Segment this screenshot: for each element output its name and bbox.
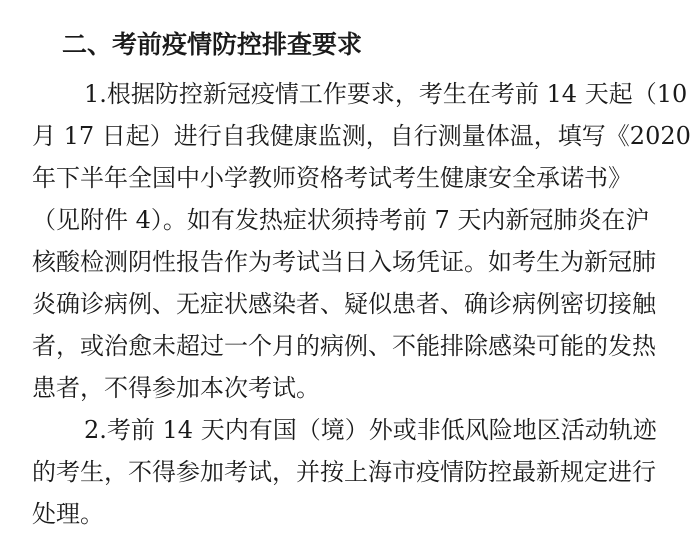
paragraph-1-line-1: 1.根据防控新冠疫情工作要求，考生在考前 14 天起（10	[84, 80, 688, 108]
paragraph-1-line-6: 炎确诊病例、无症状感染者、疑似患者、确诊病例密切接触	[32, 290, 656, 318]
paragraph-1-line-5: 核酸检测阴性报告作为考试当日入场凭证。如考生为新冠肺	[32, 248, 656, 276]
paragraph-1-line-2: 月 17 日起）进行自我健康监测，自行测量体温，填写《2020	[32, 122, 691, 150]
paragraph-2-line-3: 处理。	[32, 500, 104, 528]
paragraph-2-line-1: 2.考前 14 天内有国（境）外或非低风险地区活动轨迹	[84, 416, 657, 444]
paragraph-1-line-7: 者，或治愈未超过一个月的病例、不能排除感染可能的发热	[32, 332, 656, 360]
paragraph-1-line-8: 患者，不得参加本次考试。	[32, 374, 320, 402]
paragraph-1-line-3: 年下半年全国中小学教师资格考试考生健康安全承诺书》	[32, 164, 632, 192]
section-heading: 二、考前疫情防控排查要求	[62, 30, 363, 59]
paragraph-1-line-4: （见附件 4）。如有发热症状须持考前 7 天内新冠肺炎在沪	[32, 206, 650, 234]
paragraph-2-line-2: 的考生，不得参加考试，并按上海市疫情防控最新规定进行	[32, 458, 656, 486]
